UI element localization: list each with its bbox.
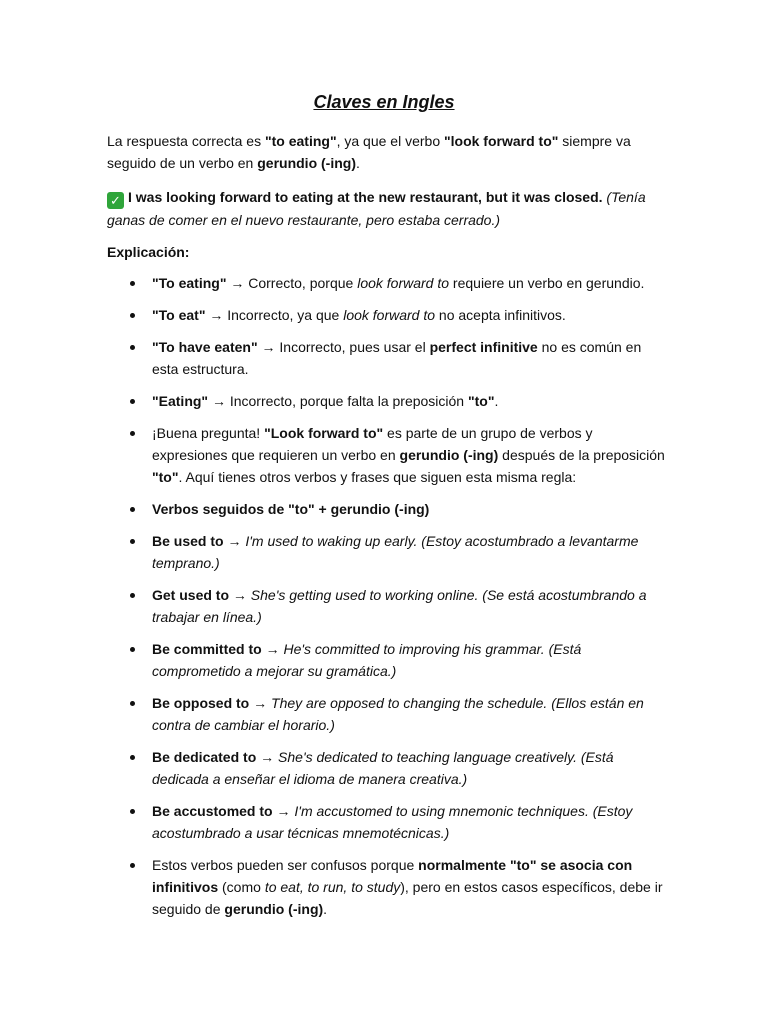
list-item [107, 272, 667, 294]
page-title: Claves en Ingles [313, 92, 455, 112]
item-term: perfect infinitive [429, 339, 538, 355]
item-italic: I'm accustomed to using mnemonic techniques. (Estoy acostumbrado a usar técnicas mnemotécnicas.) [152, 803, 633, 841]
list-item [107, 638, 667, 682]
item-term: gerundio (-ing) [224, 901, 324, 917]
item-text: . Aquí tienes otros verbos y frases que siguen esta misma regla: [178, 469, 577, 485]
item-term: "To have eaten" [152, 339, 258, 355]
item-text: → [256, 749, 279, 765]
item-text: → Incorrecto, ya que [205, 307, 344, 323]
list-item [107, 304, 667, 326]
item-term: normalmente "to" se asocia con infinitivos [152, 857, 633, 895]
item-term: Be dedicated to [152, 749, 257, 765]
item-italic: She's dedicated to teaching language creatively. (Está dedicada a enseñar el idioma de manera creativa.) [152, 749, 614, 787]
item-text: → [223, 533, 246, 549]
item-text: después de la preposición [498, 447, 665, 463]
item-text: . [494, 393, 499, 409]
list-item [107, 854, 667, 920]
item-term: Be committed to [152, 641, 262, 657]
intro-text: siempre va seguido de un verbo en [107, 133, 631, 171]
list-item [107, 746, 667, 790]
intro-gerund: gerundio (-ing) [257, 155, 356, 171]
item-text: requiere un verbo en gerundio. [449, 275, 645, 291]
item-text: (como [218, 879, 265, 895]
item-text: . [323, 901, 328, 917]
intro-text: La respuesta correcta es [107, 133, 265, 149]
item-text: es parte de un grupo de verbos y expresiones que requieren un verbo en [152, 425, 593, 463]
item-text: → [229, 587, 251, 603]
item-italic: He's committed to improving his grammar. (Está comprometido a mejorar su gramática.) [152, 641, 582, 679]
item-text: ), pero en estos casos específicos, debe ir seguido de [152, 879, 663, 917]
check-icon: ✓ [107, 192, 124, 209]
item-text: → Correcto, porque [226, 275, 358, 291]
list-item [107, 336, 667, 380]
item-term: "To eating" [152, 275, 227, 291]
item-text: no es común en esta estructura. [152, 339, 642, 377]
intro-verb: "look forward to" [444, 133, 559, 149]
list-item [107, 530, 667, 574]
item-italic: I'm used to waking up early. (Estoy acostumbrado a levantarme temprano.) [152, 533, 639, 571]
item-term: Be accustomed to [152, 803, 273, 819]
item-term: "Look forward to" [264, 425, 384, 441]
item-text: → [261, 641, 284, 657]
item-term: "to" [467, 393, 495, 409]
item-text: ¡Buena pregunta! [152, 425, 265, 441]
intro-answer: "to eating" [264, 133, 337, 149]
item-italic: They are opposed to changing the schedule. (Ellos están en contra de cambiar el horario.) [152, 695, 644, 733]
item-term: gerundio (-ing) [399, 447, 499, 463]
item-term: Get used to [152, 587, 230, 603]
item-text: Estos verbos pueden ser confusos porque [152, 857, 419, 873]
item-italic: She's getting used to working online. (Se está acostumbrando a trabajar en línea.) [152, 587, 647, 625]
item-text: → Incorrecto, porque falta la preposición [208, 393, 468, 409]
list-item [107, 584, 667, 628]
item-term: Verbos seguidos de "to" + gerundio (-ing) [152, 501, 430, 517]
explanation-heading-text: Explicación: [107, 244, 190, 260]
example-paragraph [107, 186, 667, 231]
list-item [107, 422, 667, 488]
item-italic: to eat, to run, to study [264, 879, 401, 895]
list-item [107, 692, 667, 736]
intro-text: , ya que el verbo [336, 133, 444, 149]
item-text: → [272, 803, 295, 819]
list-item [107, 800, 667, 844]
item-italic: look forward to [343, 307, 436, 323]
item-text: no acepta infinitivos. [435, 307, 566, 323]
item-term: "to" [152, 469, 179, 485]
example-translation: (Tenía ganas de comer en el nuevo restaurante, pero estaba cerrado.) [107, 189, 646, 228]
intro-text: . [356, 155, 360, 171]
list-item [107, 390, 667, 412]
item-term: "To eat" [152, 307, 206, 323]
item-text: → [249, 695, 272, 711]
item-text: → Incorrecto, pues usar el [257, 339, 430, 355]
explanation-heading [107, 241, 667, 263]
item-italic: look forward to [357, 275, 450, 291]
explanation-list [107, 272, 667, 930]
list-item [107, 498, 667, 520]
item-term: Be opposed to [152, 695, 250, 711]
example-sentence: I was looking forward to eating at the new restaurant, but it was closed. [128, 189, 603, 205]
item-term: Be used to [152, 533, 224, 549]
item-term: "Eating" [152, 393, 209, 409]
intro-paragraph [107, 130, 667, 174]
